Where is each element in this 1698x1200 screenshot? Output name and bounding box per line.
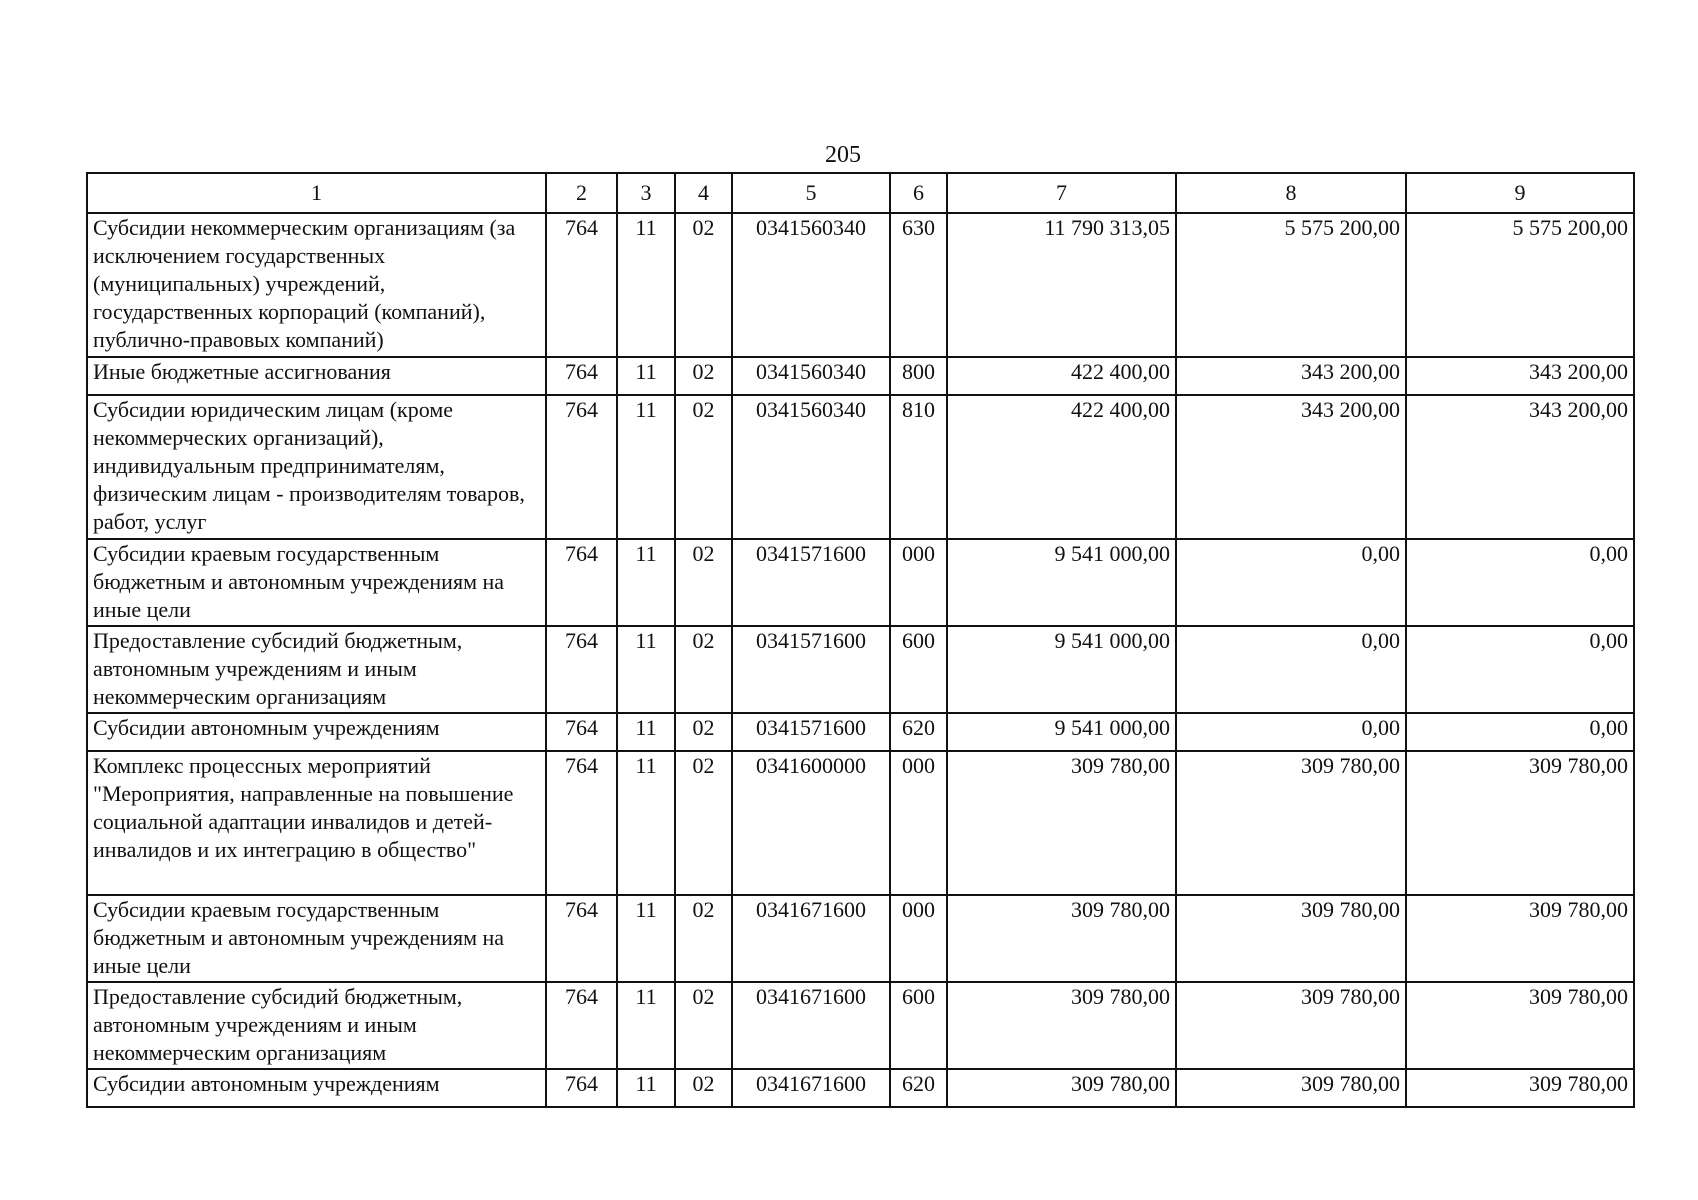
header-col-9: 9: [1406, 173, 1634, 213]
row-code-4: 02: [675, 895, 732, 982]
row-code-3: 11: [617, 895, 675, 982]
table-row: [87, 626, 1634, 713]
row-name: Субсидии краевым государственным бюджетным и автономным учреждениям на иные цели: [87, 539, 546, 626]
row-code-4: 02: [675, 357, 732, 395]
row-amount-7: 9 541 000,00: [947, 539, 1176, 626]
row-amount-8: 309 780,00: [1176, 895, 1406, 982]
row-code-6: 800: [890, 357, 947, 395]
row-amount-9: 309 780,00: [1406, 982, 1634, 1069]
row-name: Субсидии юридическим лицам (кроме некоммерческих организаций), индивидуальным предпринимателям, физическим лицам - производителям товаров, работ, услуг: [87, 395, 546, 539]
row-amount-7: 422 400,00: [947, 395, 1176, 539]
row-amount-7: 422 400,00: [947, 357, 1176, 395]
table-row: [87, 895, 1634, 982]
row-code-4: 02: [675, 1069, 732, 1107]
row-amount-7: 309 780,00: [947, 895, 1176, 982]
row-code-3: 11: [617, 539, 675, 626]
page-number: [0, 141, 1698, 169]
header-col-7: 7: [947, 173, 1176, 213]
table-row: [87, 395, 1634, 539]
header-col-1: 1: [87, 173, 546, 213]
row-amount-9: 0,00: [1406, 539, 1634, 626]
header-col-4: 4: [675, 173, 732, 213]
row-amount-9: 309 780,00: [1406, 751, 1634, 895]
row-name: Предоставление субсидий бюджетным, автономным учреждениям и иным некоммерческим организациям: [87, 626, 546, 713]
row-code-3: 11: [617, 357, 675, 395]
header-col-8: 8: [1176, 173, 1406, 213]
row-name: Субсидии краевым государственным бюджетным и автономным учреждениям на иные цели: [87, 895, 546, 982]
table-row: [87, 982, 1634, 1069]
row-code-5: 0341571600: [732, 626, 890, 713]
row-amount-9: 0,00: [1406, 713, 1634, 751]
row-amount-9: 0,00: [1406, 626, 1634, 713]
row-code-5: 0341560340: [732, 357, 890, 395]
row-amount-8: 0,00: [1176, 539, 1406, 626]
row-code-6: 630: [890, 213, 947, 357]
row-code-3: 11: [617, 713, 675, 751]
row-code-4: 02: [675, 626, 732, 713]
row-code-5: 0341600000: [732, 751, 890, 895]
row-code-4: 02: [675, 395, 732, 539]
row-amount-7: 309 780,00: [947, 982, 1176, 1069]
row-name: Субсидии некоммерческим организациям (за исключением государственных (муниципальных) учреждений, государственных корпораций (компаний), публично-правовых компаний): [87, 213, 546, 357]
row-code-3: 11: [617, 751, 675, 895]
row-code-5: 0341571600: [732, 713, 890, 751]
row-code-2: 764: [546, 982, 617, 1069]
row-name: Предоставление субсидий бюджетным, автономным учреждениям и иным некоммерческим организациям: [87, 982, 546, 1069]
row-code-2: 764: [546, 395, 617, 539]
row-code-2: 764: [546, 213, 617, 357]
row-amount-8: 0,00: [1176, 626, 1406, 713]
table-body: [87, 213, 1634, 1107]
table-row: [87, 713, 1634, 751]
row-amount-8: 309 780,00: [1176, 1069, 1406, 1107]
row-code-3: 11: [617, 213, 675, 357]
row-code-5: 0341560340: [732, 213, 890, 357]
row-amount-9: 343 200,00: [1406, 357, 1634, 395]
table-row: [87, 751, 1634, 895]
row-code-2: 764: [546, 895, 617, 982]
row-code-5: 0341671600: [732, 982, 890, 1069]
row-code-6: 600: [890, 626, 947, 713]
row-code-4: 02: [675, 539, 732, 626]
row-amount-7: 9 541 000,00: [947, 626, 1176, 713]
table-row: [87, 213, 1634, 357]
table-row: [87, 539, 1634, 626]
row-code-6: 600: [890, 982, 947, 1069]
table-row: [87, 1069, 1634, 1107]
row-amount-8: 309 780,00: [1176, 982, 1406, 1069]
header-row: [87, 173, 1634, 213]
row-amount-7: 309 780,00: [947, 751, 1176, 895]
row-code-4: 02: [675, 982, 732, 1069]
row-code-3: 11: [617, 626, 675, 713]
header-col-6: 6: [890, 173, 947, 213]
row-code-5: 0341671600: [732, 1069, 890, 1107]
row-code-6: 620: [890, 713, 947, 751]
row-name: Субсидии автономным учреждениям: [87, 713, 546, 751]
row-amount-9: 309 780,00: [1406, 1069, 1634, 1107]
row-name: Иные бюджетные ассигнования: [87, 357, 546, 395]
row-code-2: 764: [546, 539, 617, 626]
row-code-2: 764: [546, 626, 617, 713]
row-code-2: 764: [546, 713, 617, 751]
row-code-5: 0341560340: [732, 395, 890, 539]
table-row: [87, 357, 1634, 395]
row-code-4: 02: [675, 751, 732, 895]
row-amount-8: 343 200,00: [1176, 357, 1406, 395]
row-code-4: 02: [675, 213, 732, 357]
row-amount-9: 5 575 200,00: [1406, 213, 1634, 357]
row-code-2: 764: [546, 1069, 617, 1107]
budget-table: [86, 172, 1635, 1108]
header-col-3: 3: [617, 173, 675, 213]
row-amount-8: 309 780,00: [1176, 751, 1406, 895]
row-code-6: 620: [890, 1069, 947, 1107]
row-code-5: 0341671600: [732, 895, 890, 982]
row-code-3: 11: [617, 982, 675, 1069]
row-name: Комплекс процессных мероприятий "Мероприятия, направленные на повышение социальной адаптации инвалидов и детей-инвалидов и их интеграцию в общество": [87, 751, 546, 895]
row-amount-9: 309 780,00: [1406, 895, 1634, 982]
row-code-3: 11: [617, 395, 675, 539]
row-amount-7: 9 541 000,00: [947, 713, 1176, 751]
table-header: [87, 173, 1634, 213]
row-code-2: 764: [546, 357, 617, 395]
row-code-5: 0341571600: [732, 539, 890, 626]
row-amount-7: 11 790 313,05: [947, 213, 1176, 357]
row-amount-8: 0,00: [1176, 713, 1406, 751]
row-code-6: 000: [890, 895, 947, 982]
row-amount-8: 343 200,00: [1176, 395, 1406, 539]
page-number-text: 205: [825, 142, 861, 168]
header-col-5: 5: [732, 173, 890, 213]
row-code-3: 11: [617, 1069, 675, 1107]
row-name: Субсидии автономным учреждениям: [87, 1069, 546, 1107]
row-code-6: 000: [890, 751, 947, 895]
row-code-4: 02: [675, 713, 732, 751]
row-code-6: 000: [890, 539, 947, 626]
row-code-6: 810: [890, 395, 947, 539]
row-amount-7: 309 780,00: [947, 1069, 1176, 1107]
row-amount-8: 5 575 200,00: [1176, 213, 1406, 357]
row-amount-9: 343 200,00: [1406, 395, 1634, 539]
row-code-2: 764: [546, 751, 617, 895]
header-col-2: 2: [546, 173, 617, 213]
